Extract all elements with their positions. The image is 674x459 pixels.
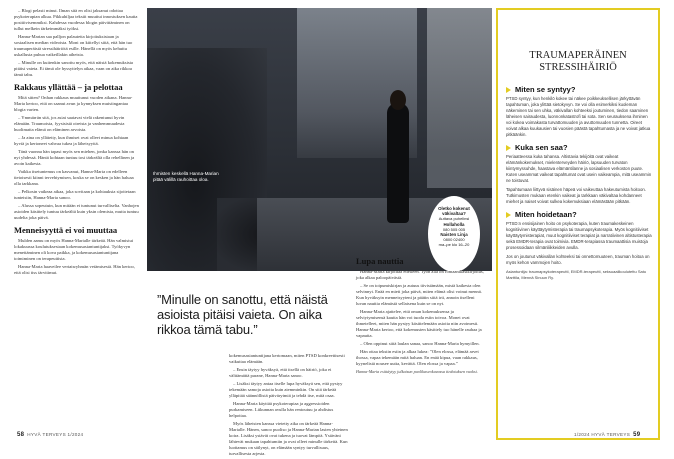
paragraph: Mulden aamu on myös Hanna-Marialle tärkeää. Hän valmistui lokakuussa koulutuksestaan kokemusasiantuntijaksi. Työkyvyn menettäminen oli kova paikka, ja kokemusasiantuntijana toimiminen on terapeuttista. — [14, 238, 134, 261]
paragraph: – Blogi pelasti minut. Ilman sitä en olisi jaksanut odottaa psykoterapian alkua. Pikkuhiljaa tekstit muuttui innostuksen kautta positiivisemmiksi. Kahdessa vuodessa blogin päivittäminen on tullut melkein tärkeimmäksi työksi. — [14, 8, 138, 31]
paragraph: Hanna-Marian saa palljon palautetta kirjoituksistaan ja sosiaalisen median videoista. Moni on kiitellyt siitä, että hän tuo traumaperäistä stressihäiriötä esille. Hänellä on myös kehuttu uskallusta puhua vaikeillakin aiheista. — [14, 34, 133, 57]
sidebar-paragraph: Periaatteessa kuka tahansa. Altistavia tekijöitä ovat vaikeat elämänkokemukset, mielenterveyden häiriö, lapsuuden turvaton kiintymyssuhde, haastava elämäntilanne ja sosiaalisen verkoston puute. Kuten useammat vaikeat tapahtumat ovat usein vaikeampia, mitä useammin ne toistuvat. — [506, 154, 652, 183]
paragraph: Hanna-Maria kirjoittaa edelleen. Työn alla on romaanikäsikirjoitus, joka alkaa paloopäivästä. — [356, 269, 484, 280]
sidebar-title: TRAUMAPERÄINEN STRESSIHÄIRIÖ — [529, 50, 627, 73]
page-number: 58 — [17, 432, 25, 438]
info-org: Naisten Linja — [440, 232, 468, 238]
article-column-3 — [356, 256, 484, 375]
sidebar-body — [506, 80, 654, 280]
footer-magazine: 1/2024 HYVÄ TERVEYS — [574, 432, 631, 437]
photo-woman-head — [390, 90, 406, 110]
sidebar-paragraph: PTSD:n ensisijainen hoito on psykoterapia, kuten traumakeskeinen kognitiivinen käyttäytymisterapia tai traumapsykoterapia. Myös kognitiiviset käyttäytymisterapiat, muut kognitiiviset terapiat ja narratiivinen altistusterapia sekä EMDR-terapia ovat toimivia. EMDR-terapiassa traumaattisia muistoja prosessoidaan silmänliikkeiden avulla. — [506, 221, 652, 250]
paragraph: – Ensin täytyy hyväksyä, että itsellä on häiriö, joka ei välttämättä parane, Hanna-Maria sanoo. — [229, 367, 332, 378]
info-phone: 080 505 005 — [442, 226, 466, 232]
paragraph: Hanna-Maria käyttää psykoterapiaa ja aggressioiden purkamiseen. Liikunnan avulla hän rentoutuu ja ahdistus helpottaa. — [229, 401, 334, 418]
subheading: Lupa nauttia — [356, 256, 404, 266]
info-title: Oletko kokenut väkivaltaa? — [438, 206, 470, 217]
arrow-icon — [506, 145, 511, 151]
subheading: Menneisyyttä ei voi muuttaa — [14, 225, 118, 235]
sidebar-paragraph: Tapahtumaan liittyvä sisäinen häpeä voi vaikeuttaa hakeutumista hoitoon. Tutkimusten mukaan etenkin vaikeat ja tarkkaan väkivaltaa kohdanneet miehet ja naiset voivat sulkea kokemuksiaan elämästään pitkään. — [506, 187, 646, 204]
paragraph: – Ja aina on yllätetty, kun ihmiset ovat olleet minua kohtaan hyviä ja kertoneet vahvaa tukea ja läheisyyttä. — [14, 135, 129, 146]
paragraph: Hanna-Maria haaveilee vertaisryhmän vetämisestä. Hän kertoo, että olisi tiss tärvitimut. — [14, 264, 135, 275]
sidebar-heading: Kuka sen saa? — [506, 143, 654, 152]
photo-window-light — [427, 8, 492, 188]
photo-caption: Ihmisten keskellä Hanna-Marian pitää välillä rauhoittaa oloa. — [153, 171, 219, 182]
paragraph: – Pelkosin vaikeaa aikaa, joka sovitaan ja kohtauksia sijoitetaan tunteisiin, Hanna-Maria sanoo. — [14, 189, 136, 200]
paragraph: kokemusasiantuntijana kertomaan, miten PTSD konkreettisesti vaikuttaa elämään. — [229, 353, 345, 364]
info-org: Hollaholla — [443, 221, 465, 227]
article-column-2 — [229, 353, 349, 459]
paragraph: – Se on toipumiskirjan ja autuus tiivistämään, mistä kaikesta olen selvinnyt. Enää en mieti joka päivä, miten elämä olisi voinut mennä. Kun hyväksyin menneisyyteni ja päätin siitä irti, annoin itselleni luvan nauttia elämästä sellaisena kuin se on nyt. — [356, 283, 482, 306]
arrow-icon — [506, 212, 511, 218]
paragraph: Hän ottaa tekstin esiin ja alkaa lukea: ”Olen elossa, elämää arvet ihossa, vapaa tekemään mitä haluan. En enää kipua, vaan rakkaus, kyynelistä nousee uutta, kevättä. Olen elossa ja vapaa.” — [356, 349, 479, 366]
footer-right — [574, 432, 643, 438]
paragraph: – Olen oppinut siitä laulan sanaa, sanoo Hanna-Maria hymyillen. — [360, 341, 480, 346]
footer-left — [14, 432, 83, 438]
paragraph: Mitä sitten? Onhan rakkaus muuttunut vuoden aikana. Hanna-Maria kertoo, että on saanut avun ja kynnyksen muistingantaa blogia varten. — [14, 95, 133, 112]
info-phone: 0800 02400 — [443, 237, 465, 243]
sidebar-paragraph: Jos on joutunut väkivallan kohteeksi tai onnettomuuteen, trauman hoitoa on myös kehon vammojen hoito. — [506, 254, 650, 265]
subheading: Rakkaus yllättää – ja pelottaa — [14, 82, 123, 92]
paragraph: Myös läheisten kanssa vietetty aika on tärkeää Hanna-Marialle. Hänen, sanoo puoliso ja Hanna-Marian lasten yhteinen koira. Lisäksi ystävät ovat tukena ja tuovat lämpöä. Ystäväni lähtevät mukaan tapahtumiin ja ovat olleet minulle tärkeitä. Kun luottamus on säilynyt, on elämään syntyy turvallisuus, turvallisesta arjesta. — [229, 421, 348, 456]
paragraph: Vaikka itsetuntemus on kasvanut, Hanna-Maria on edelleen tietoisesti kiinni tervehtymisen, koska se on kesken ja hän haluaa olla tarkkana. — [14, 169, 134, 186]
sidebar-heading: Miten se syntyy? — [506, 85, 654, 94]
paragraph: – Alussa sopeutuin, kun mitään ei tuntunut turvalliselta. Vanhojen asioiden käsittely tuntuu tärkeältä kuin yksin olemista, mutta tuntuu uudelta joka päivä. — [14, 203, 139, 220]
sidebar-heading: Miten hoidetaan? — [506, 210, 654, 219]
page-number: 59 — [633, 432, 641, 438]
paragraph: – Ymmärrän sitä, jos asiat saatavat vielä rakentunut hyvin elämään. Traumoista, fyysisistä oireista ja vanhemmuudesta huolimatta elämä on eläminen arvoista. — [14, 115, 125, 132]
paragraph: – Lisäksi täytyy antaa itselle lupa hyväksyä sen, että pystyy tekemään samoja asioita kuin aiemminkin. On sitä tärkeää ylläpitää säännöllistä päivärytmiä ja tehdä itse, mitä osaa. — [229, 381, 343, 398]
paragraph: Hanna-Maria ajattelee, että oman kokemuksensa ja selviytymisensä kautta hän voi tuoda esiin toivoa. Monet ovat ihmetelleet, miten hän pystyy käsittelemään asioita niin avoimesti. Hanna-Maria kertoo, että kokemusten käsittely tuo hänelle rauhaa ja vapautta. — [356, 309, 482, 338]
sidebar-credit: Asiantuntija: traumapsykoterapeutti, EMDR-terapeutti, seksuaalikoulutettu Satu Marttila, Mennä Sinuun Ry. — [506, 269, 647, 280]
photo-credit: Hanna-Maria esittäytyy julkaisun puolikasvokuvassa tiedotuksen vuoksi. — [356, 369, 478, 374]
info-sidebar — [496, 8, 660, 440]
info-line: Auttava puhelinsi — [438, 216, 470, 222]
sidebar-paragraph: PTSD syntyy, kun henkilö kokee tai näkee poikkeuksellisen järkyttävän tapahtuman, joka ylittää sietokyvyn. Se voi olla esimerkiksi kuoleman näkeminen tai sen uhka, väkivallan kohteeksi joutuminen, tiedon saaminen läheisen sairaudesta, luonnonkatastrofi tai sota. Sen seurauksena ihminen voi kokea voimakasta turvattomuuden ja avuttomuuden tunnetta. Oireet voivat alkaa kuukausien tai vuosien päästä tapahtumasta ja ne voivat jatkua pitkäänkin. — [506, 96, 651, 137]
paragraph: – Minulle on kuitenkin sanottu myös, että näistä kokemuksista pitäisi vaieta. Ei tämä ole hyssyttelyn aikaa, vaan on aika rikkoa tämä tabu. — [14, 60, 133, 77]
arrow-icon — [506, 87, 511, 93]
footer-magazine: HYVÄ TERVEYS 1/2024 — [27, 432, 84, 437]
article-column-1 — [14, 8, 139, 278]
photo-woman-figure — [387, 103, 409, 223]
pull-quote: ”Minulle on sanottu, että näistä asioista pitäisi vaieta. On aika rikkoa tämä tabu.” — [157, 292, 328, 337]
info-hours: ma–pe klo 16–20 — [438, 242, 470, 248]
paragraph: Tänä vuonna hän tapasi myös sen miehen, jonka kanssa hän on nyt yhdessä. Häntä kohtaan tuntuu tosi tärkeältä olla rehellinen ja avoin kaikesta. — [14, 149, 135, 166]
